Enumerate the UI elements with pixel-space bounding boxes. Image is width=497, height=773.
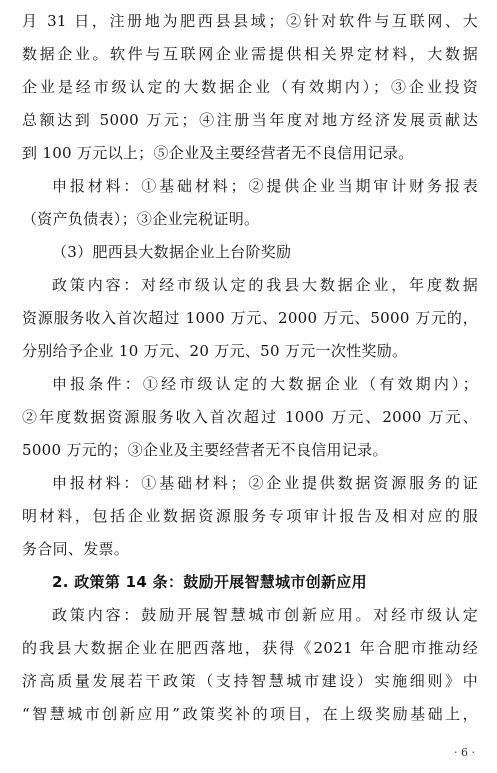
paragraph-line: 5000 万元的；③企业及主要经营者无不良信用记录。 [22, 441, 388, 459]
paragraph-line: 分别给予企业 10 万元、20 万元、50 万元一次性奖励。 [22, 342, 408, 360]
paragraph-line: ②年度数据资源服务收入首次超过 1000 万元、2000 万元、 [22, 408, 478, 426]
paragraph-line: 总额达到 5000 万元；④注册当年度对地方经济发展贡献达 [22, 111, 478, 129]
paragraph-line: 申报材料：①基础材料；②企业提供数据资源服务的证 [52, 474, 478, 492]
section-heading: 2. 政策第 14 条：鼓励开展智慧城市创新应用 [52, 573, 367, 591]
paragraph-line: 申报材料：①基础材料；②提供企业当期审计财务报表 [52, 177, 478, 195]
paragraph-line: “智慧城市创新应用”政策奖补的项目，在上级奖励基础上， [22, 705, 478, 723]
paragraph-line: 到 100 万元以上；⑤企业及主要经营者无不良信用记录。 [22, 144, 414, 162]
paragraph-line: 务合同、发票。 [22, 540, 130, 558]
paragraph-line: 申报条件：①经市级认定的大数据企业（有效期内）； [52, 375, 478, 393]
paragraph-line: 明材料，包括企业数据资源服务专项审计报告及相对应的服 [22, 507, 478, 525]
paragraph-line: 济高质量发展若干政策（支持智慧城市建设）实施细则》中 [22, 672, 478, 690]
subsection-heading: （3）肥西县大数据企业上台阶奖励 [52, 243, 292, 261]
paragraph-line: 资源服务收入首次超过 1000 万元、2000 万元、5000 万元的， [22, 309, 478, 327]
paragraph-line: 政策内容：鼓励开展智慧城市创新应用。对经市级认定 [52, 606, 478, 624]
paragraph-line: 的我县大数据企业在肥西落地，获得《2021 年合肥市推动经 [22, 639, 478, 657]
paragraph-line: 企业是经市级认定的大数据企业（有效期内）；③企业投资 [22, 78, 478, 96]
paragraph-line: 数据企业。软件与互联网企业需提供相关界定材料，大数据 [22, 45, 478, 63]
paragraph-line: （资产负债表）；③企业完税证明。 [22, 210, 260, 228]
paragraph-line: 政策内容：对经市级认定的我县大数据企业，年度数据 [52, 276, 478, 294]
page-number: · 6 · [454, 746, 475, 759]
paragraph-line: 月 31 日，注册地为肥西县县域；②针对软件与互联网、大 [22, 12, 478, 30]
